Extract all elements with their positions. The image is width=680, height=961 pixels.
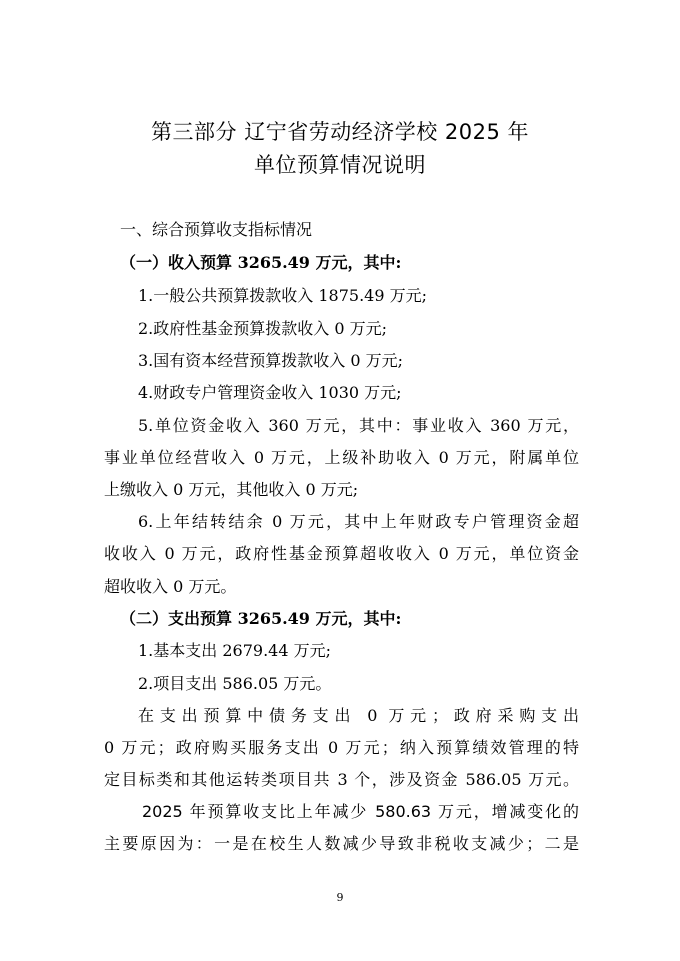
income-item-5-line-2: 事业单位经营收入 0 万元，上级补助收入 0 万元，附属单位 <box>104 448 579 467</box>
page-number: 9 <box>336 891 344 904</box>
expense-note-line-2: 0 万元；政府购买服务支出 0 万元；纳入预算绩效管理的特 <box>104 738 579 757</box>
document-title-line-1: 第三部分 辽宁省劳动经济学校 2025 年 <box>151 120 529 144</box>
income-item-1: 1.一般公共预算拨款收入 1875.49 万元; <box>138 286 427 305</box>
expense-item-2: 2.项目支出 586.05 万元。 <box>138 674 332 693</box>
section-heading: 一、综合预算收支指标情况 <box>120 220 313 239</box>
summary-line-2: 主要原因为：一是在校生人数减少导致非税收支减少；二是 <box>104 834 579 853</box>
summary-line-1: 2025 年预算收支比上年减少 580.63 万元，增减变化的 <box>142 802 579 821</box>
income-item-6-line-1: 6.上年结转结余 0 万元，其中上年财政专户管理资金超 <box>138 512 579 531</box>
income-item-2: 2.政府性基金预算拨款收入 0 万元; <box>138 319 388 338</box>
expense-item-1: 1.基本支出 2679.44 万元; <box>138 641 331 660</box>
income-item-5-line-3: 上缴收入 0 万元，其他收入 0 万元; <box>104 480 359 499</box>
income-item-5-line-1: 5.单位资金收入 360 万元，其中：事业收入 360 万元， <box>138 416 579 435</box>
expense-heading: （二）支出预算 3265.49 万元，其中: <box>120 609 402 628</box>
income-item-6-line-3: 超收收入 0 万元。 <box>104 577 237 596</box>
income-heading: （一）收入预算 3265.49 万元，其中: <box>120 253 402 272</box>
expense-note-line-3: 定目标类和其他运转类项目共 3 个，涉及资金 586.05 万元。 <box>104 770 579 789</box>
income-item-4: 4.财政专户管理资金收入 1030 万元; <box>138 383 402 402</box>
income-item-6-line-2: 收收入 0 万元，政府性基金预算超收收入 0 万元，单位资金 <box>104 544 579 563</box>
income-item-3: 3.国有资本经营预算拨款收入 0 万元; <box>138 351 404 370</box>
document-title-line-2: 单位预算情况说明 <box>254 153 426 177</box>
expense-note-line-1: 在支出预算中债务支出 0 万元；政府采购支出 <box>138 706 579 725</box>
